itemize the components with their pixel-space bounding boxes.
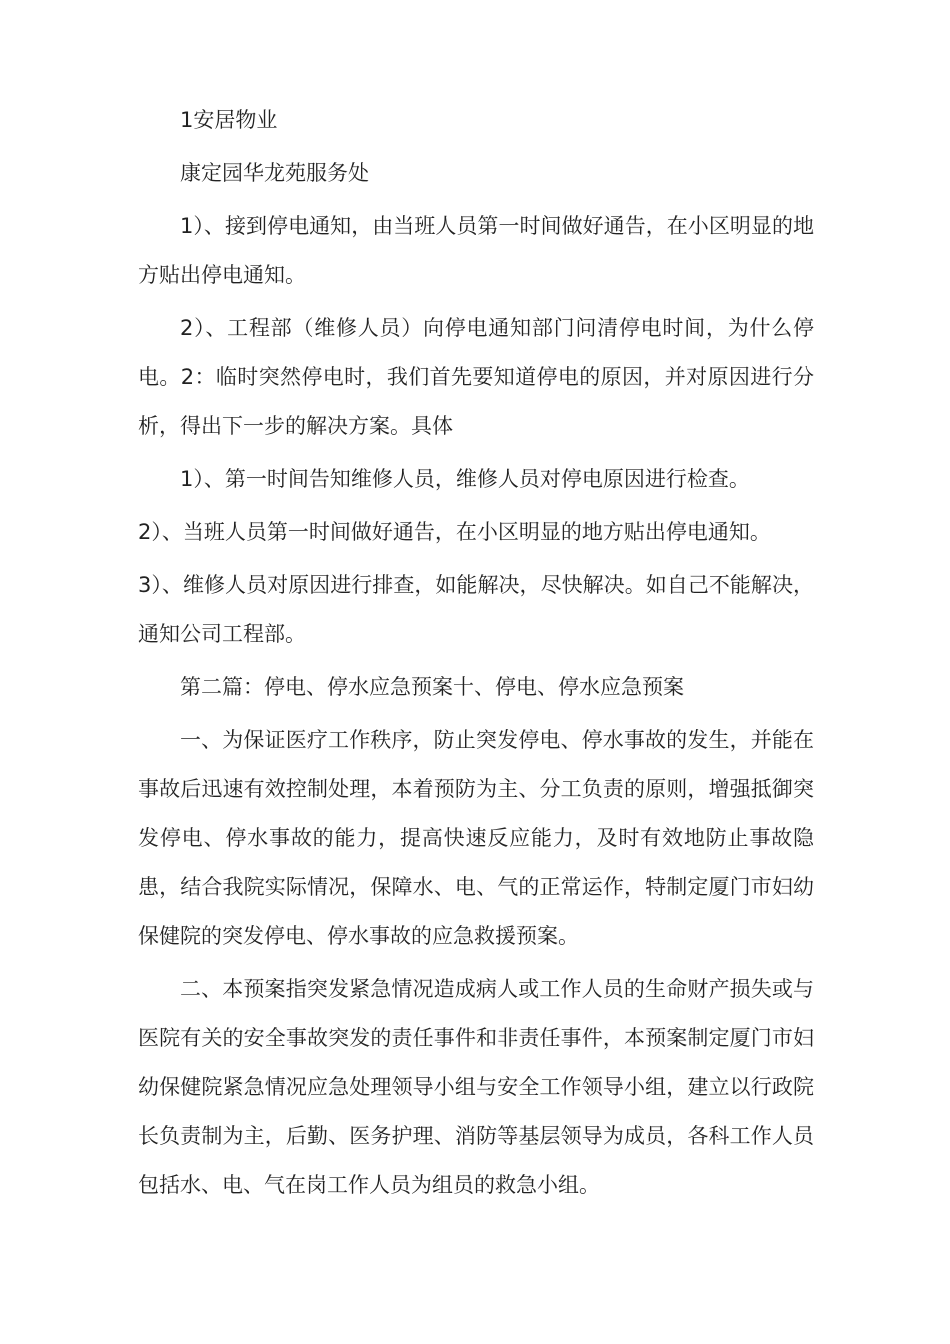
paragraph-section-two: 二、本预案指突发紧急情况造成病人或工作人员的生命财产损失或与医院有关的安全事故突发的责任事件和非责任事件，本预案制定厦门市妇幼保健院紧急情况应急处理领导小组与安全工作领导小组，建立以行政院长负责制为主，后勤、医务护理、消防等基层领导为成员，各科工作人员包括水、电、气在岗工作人员为组员的救急小组。 [138, 977, 814, 1197]
paragraph-company: 1安居物业 [180, 108, 278, 132]
document-body [138, 96, 814, 1210]
paragraph-sudden-step-3: 3）、维修人员对原因进行排查，如能解决，尽快解决。如自己不能解决，通知公司工程部。 [138, 573, 814, 646]
paragraph-chapter-two-title: 第二篇：停电、停水应急预案十、停电、停水应急预案 [180, 675, 684, 699]
paragraph-sudden-step-2: 2）、当班人员第一时间做好通告，在小区明显的地方贴出停电通知。 [138, 520, 771, 544]
paragraph-section-one: 一、为保证医疗工作秩序，防止突发停电、停水事故的发生，并能在事故后迅速有效控制处理，本着预防为主、分工负责的原则，增强抵御突发停电、停水事故的能力，提高快速反应能力，及时有效地防止事故隐患，结合我院实际情况，保障水、电、气的正常运作，特制定厦门市妇幼保健院的突发停电、停水事故的应急救援预案。 [138, 728, 814, 948]
paragraph-notice-step-2: 2）、工程部（维修人员）向停电通知部门问清停电时间，为什么停电。2：临时突然停电时，我们首先要知道停电的原因，并对原因进行分析，得出下一步的解决方案。具体 [138, 316, 814, 438]
paragraph-sudden-step-1: 1）、第一时间告知维修人员，维修人员对停电原因进行检查。 [180, 467, 750, 491]
paragraph-office: 康定园华龙苑服务处 [180, 161, 369, 185]
paragraph-notice-step-1: 1）、接到停电通知，由当班人员第一时间做好通告，在小区明显的地方贴出停电通知。 [138, 214, 814, 287]
